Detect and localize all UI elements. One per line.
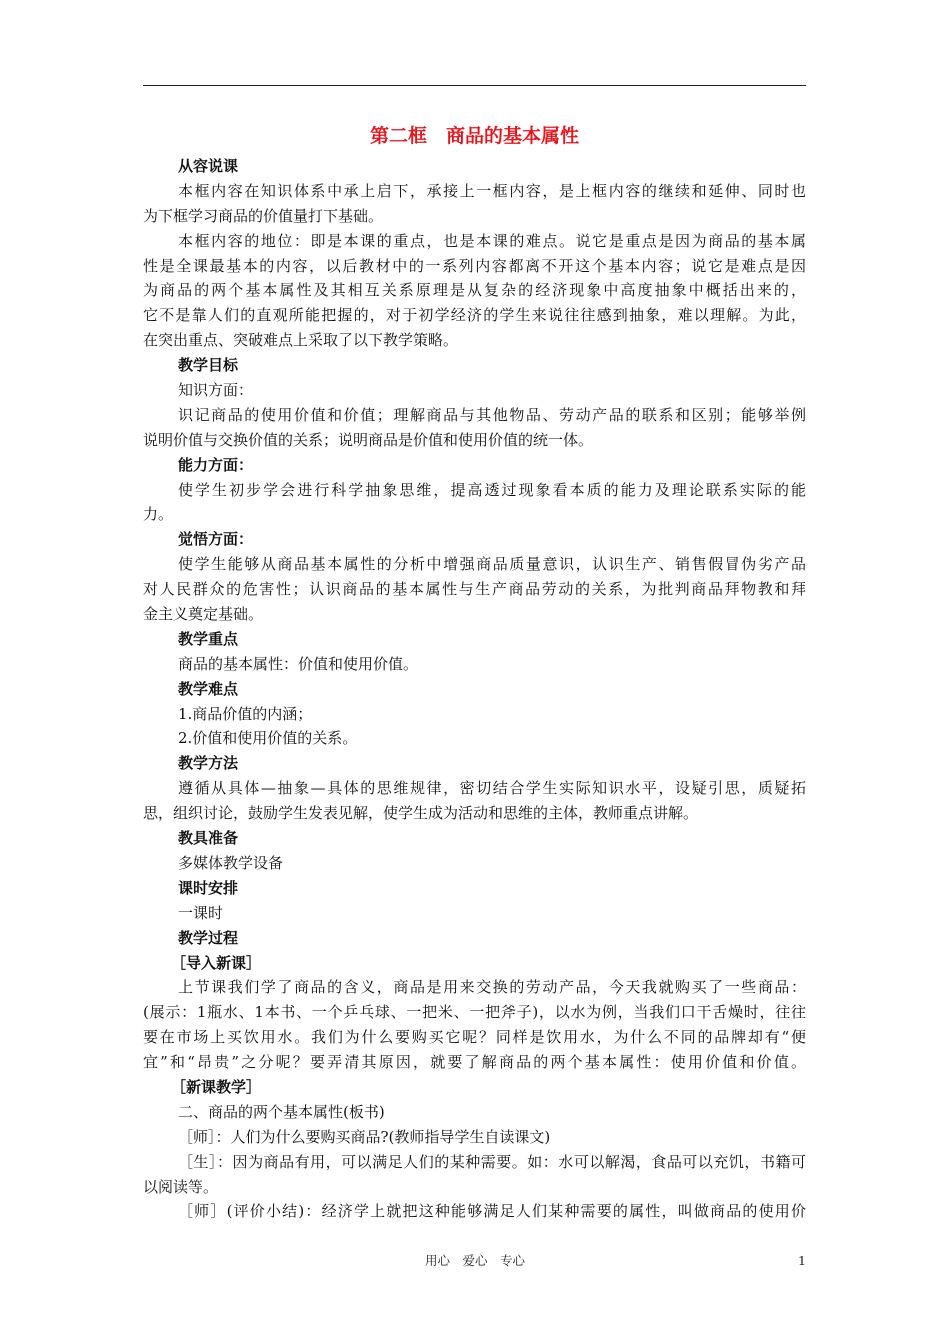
paragraph-line: 在突出重点、突破难点上采取了以下教学策略。 [143, 331, 459, 350]
paragraph-line: 为商品的两个基本属性及其相互关系原理是从复杂的经济现象中高度抽象中概括出来的， [143, 281, 806, 300]
paragraph-line: 本框内容的地位：即是本课的重点，也是本课的难点。说它是重点是因为商品的基本属 [178, 231, 806, 250]
paragraph-line: 使学生能够从商品基本属性的分析中增强商品质量意识，认识生产、销售假冒伪劣产品 [178, 555, 806, 574]
paragraph-line: 性是全课最基本的内容，以后教材中的一系列内容都离不开这个基本内容；说它是难点是因 [143, 256, 806, 275]
footer-motto: 用心 爱心 专心 [424, 1253, 525, 1268]
section-heading: 教学目标 [178, 356, 239, 375]
section-heading: 教学方法 [178, 754, 239, 773]
section-heading: 教学重点 [178, 629, 239, 648]
section-awareness [143, 527, 806, 627]
paragraph-line: (展示：1瓶水、1本书、一个乒乓球、一把米、一把斧子)，以水为例，当我们口干舌燥时，往往 [143, 1003, 806, 1022]
page-title: 第二框 商品的基本属性 [369, 125, 579, 147]
section-materials [143, 826, 806, 876]
section-teaching-goals [143, 353, 806, 453]
header-rule [143, 85, 806, 86]
section-schedule [143, 876, 806, 926]
board-heading: 二、商品的两个基本属性(板书) [178, 1102, 385, 1121]
section-process [143, 926, 806, 1075]
paragraph-line: 力。 [143, 505, 174, 524]
subheading: 知识方面： [178, 381, 254, 400]
paragraph-line: 一课时 [178, 903, 224, 922]
section-heading: 能力方面： [178, 455, 254, 474]
dialogue-line [143, 1150, 806, 1175]
section-heading: 课时安排 [178, 878, 239, 897]
section-heading: 教具准备 [178, 829, 239, 848]
document-body [143, 118, 806, 1224]
dialogue-line [143, 1125, 806, 1150]
speaker-tag: ［师］ [178, 1202, 227, 1221]
paragraph-line: 为下框学习商品的价值量打下基础。 [143, 206, 384, 225]
paragraph-line: 金主义奠定基础。 [143, 605, 264, 624]
section-heading: 从容说课 [178, 157, 239, 175]
dialogue-line [143, 1199, 806, 1224]
speaker-tag: ［生］ [178, 1152, 218, 1171]
paragraph-line: 说明价值与交换价值的关系；说明商品是价值和使用价值的统一体。 [143, 430, 594, 449]
section-new-lesson [143, 1075, 806, 1224]
section-lesson-overview [143, 154, 806, 353]
paragraph-line: 它不是靠人们的直观所能把握的，对于初学经济的学生来说往往感到抽象，难以理解。为此， [143, 306, 806, 325]
paragraph-line: 以阅读等。 [143, 1177, 219, 1196]
paragraph-line: 使学生初步学会进行科学抽象思维，提高透过现象看本质的能力及理论联系实际的能 [178, 480, 806, 499]
paragraph-line: 商品的基本属性：价值和使用价值。 [178, 654, 419, 673]
list-item: 1.商品价值的内涵； [178, 704, 313, 723]
paragraph-line: 多媒体教学设备 [178, 853, 284, 872]
subheading: ［导入新课］ [171, 953, 262, 972]
paragraph-line: 对人民群众的危害性；认识商品的基本属性与生产商品劳动的关系，为批判商品拜物教和拜 [143, 580, 806, 599]
section-key-points [143, 627, 806, 677]
paragraph-line: 宜”和“昂贵”之分呢？要弄清其原因，就要了解商品的两个基本属性：使用价值和价值。 [143, 1053, 806, 1072]
page-number: 1 [798, 1253, 806, 1268]
dialogue-text: ：人们为什么要购买商品?(教师指导学生自读课文) [215, 1127, 551, 1146]
section-methods [143, 751, 806, 826]
paragraph-line: 本框内容在知识体系中承上启下，承接上一框内容，是上框内容的继续和延伸、同时也 [178, 181, 806, 200]
list-item: 2.价值和使用价值的关系。 [178, 729, 358, 748]
section-ability [143, 453, 806, 528]
dialogue-text: (评价小结)：经济学上就把这种能够满足人们某种需要的属性，叫做商品的使用价 [226, 1202, 806, 1221]
dialogue-text: ：因为商品有用，可以满足人们的某种需要。如：水可以解渴，食品可以充饥，书籍可 [217, 1152, 806, 1171]
paragraph-line: 思，组织讨论，鼓励学生发表见解，使学生成为活动和思维的主体，教师重点讲解。 [143, 804, 699, 823]
section-heading: 教学过程 [178, 928, 239, 947]
section-heading: 觉悟方面： [178, 530, 254, 549]
paragraph-line: 上节课我们学了商品的含义，商品是用来交换的劳动产品，今天我就购买了一些商品： [178, 978, 806, 997]
paragraph-line: 要在市场上买饮用水。我们为什么要购买它呢？同样是饮用水，为什么不同的品牌却有“便 [143, 1028, 806, 1047]
paragraph-line: 识记商品的使用价值和价值；理解商品与其他物品、劳动产品的联系和区别；能够举例 [178, 405, 806, 424]
speaker-tag: ［师］ [178, 1127, 216, 1146]
section-difficulties [143, 677, 806, 752]
section-heading: ［新课教学］ [171, 1077, 262, 1096]
paragraph-line: 遵循从具体—抽象—具体的思维规律，密切结合学生实际知识水平，设疑引思，质疑拓 [178, 779, 806, 798]
section-heading: 教学难点 [178, 679, 239, 698]
